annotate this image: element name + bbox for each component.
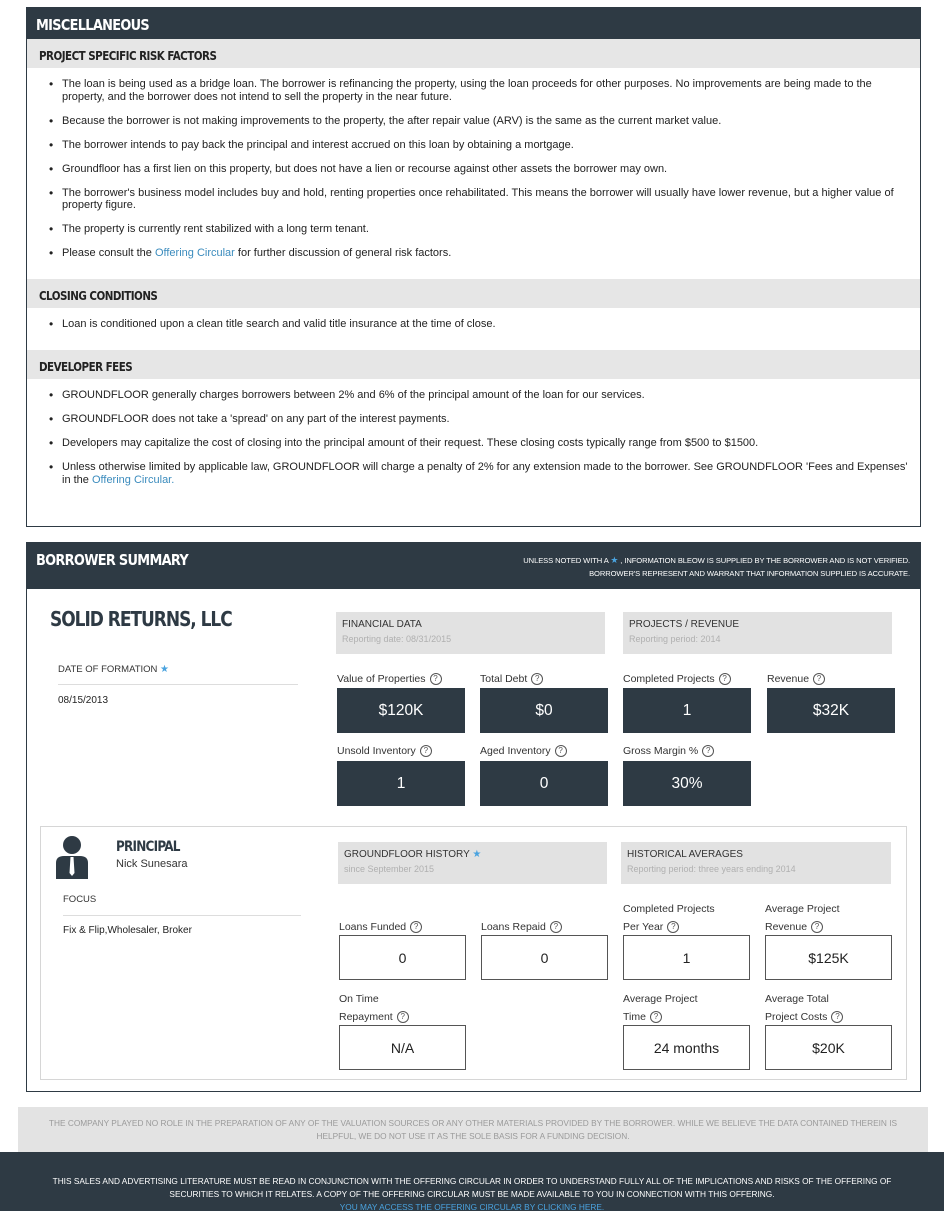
avg-time-value: 24 months [623,1025,750,1070]
value-properties-value: $120K [337,688,465,733]
help-circle-icon[interactable]: ? [550,921,562,933]
person-silhouette-icon [54,835,90,879]
label-text: On Time [339,993,379,1005]
risk-factors-header [27,39,920,68]
disclaimer-bar [18,1107,928,1152]
historical-averages-header [621,842,891,884]
label-text: Time [623,1011,646,1023]
help-circle-icon[interactable]: ? [410,921,422,933]
on-time-label [339,990,409,1026]
closing-conditions-title: CLOSING CONDITIONS [39,289,158,303]
unsold-inventory-value: 1 [337,761,465,806]
history-title [344,849,601,860]
principal-name: Nick Sunesara [116,858,188,870]
gross-margin-value: 30% [623,761,751,806]
help-circle-icon[interactable]: ? [719,673,731,685]
fees-text: Unless otherwise limited by applicable law, GROUNDFLOOR will charge a penalty of 2% for any extension made to the borrower. See GROUNDFLOOR 'Fees and Expenses' in the [62,461,908,486]
total-debt-value: $0 [480,688,608,733]
company-name: SOLID RETURNS, LLC [50,607,232,631]
help-circle-icon[interactable]: ? [555,745,567,757]
help-circle-icon[interactable]: ? [397,1011,409,1023]
history-title-text: GROUNDFLOOR HISTORY [344,849,470,860]
footer [0,1152,944,1211]
label-text: Value of Properties [337,673,426,685]
misc-title: MISCELLANEOUS [36,16,150,34]
value-properties-label [337,670,442,688]
label-text: Completed Projects [623,903,715,915]
label-text: Gross Margin % [623,745,699,757]
aged-inventory-value: 0 [480,761,608,806]
completed-projects-label [623,670,731,688]
principal-title: PRINCIPAL [116,839,180,855]
avg-costs-label [765,990,843,1026]
history-sub: since September 2015 [344,864,435,874]
unsold-inventory-label [337,742,432,760]
list-item: • Groundfloor has a first lien on this property, but does not have a lien or recourse against other assets the borrower may own. [49,163,912,176]
averages-sub: Reporting period: three years ending 2014 [627,864,796,874]
developer-fees-list [27,379,920,506]
help-circle-icon[interactable]: ? [811,921,823,933]
focus-label: FOCUS [63,894,97,905]
label-text: Per Year [623,921,664,933]
help-circle-icon[interactable]: ? [531,673,543,685]
completed-per-year-value: 1 [623,935,750,980]
star-icon: ★ [472,849,482,860]
focus-value: Fix & Flip,Wholesaler, Broker [63,925,192,936]
list-item: • Developers may capitalize the cost of closing into the principal amount of their request. These closing costs typically range from $500 to $1500. [49,437,912,450]
list-item [49,247,912,260]
gross-margin-label [623,742,714,760]
principal-card [40,826,907,1080]
misc-header [27,8,920,39]
loans-funded-value: 0 [339,935,466,980]
projects-header [623,612,892,654]
help-circle-icon[interactable]: ? [420,745,432,757]
aged-inventory-label [480,742,567,760]
label-text: Repayment [339,1011,393,1023]
loans-repaid-label [481,918,562,936]
label-text: Average Project [623,993,698,1005]
list-item [49,461,912,486]
help-circle-icon[interactable]: ? [702,745,714,757]
loans-funded-label [339,918,422,936]
avg-revenue-label [765,900,840,936]
label-text: Aged Inventory [480,745,551,757]
borrower-summary-panel [26,542,921,1092]
list-item: • The borrower's business model includes buy and hold, renting properties once rehabilitated. This means the borrower will usually have lower revenue, but a higher value of property figure. [49,187,912,212]
completed-per-year-label [623,900,715,936]
footer-text: THIS SALES AND ADVERTISING LITERATURE MUST BE READ IN CONJUNCTION WITH THE OFFERING CIRCULAR IN ORDER TO UNDERSTAND FULLY ALL OF THE IMPLICATIONS AND RISKS OF THE OFFERING OF SECURITIES TO WHICH IT RELATES. A COPY OF THE OFFERING CIRCULAR MUST BE MADE AVAILABLE TO YOU IN CONNECTION WITH THIS OFFERING. [52,1176,892,1199]
offering-circular-link[interactable]: Offering Circular [154,247,235,259]
verification-note [523,554,910,580]
help-circle-icon[interactable]: ? [430,673,442,685]
developer-fees-header [27,350,920,379]
label-text: Revenue [765,921,808,933]
closing-conditions-list [27,308,920,350]
help-circle-icon[interactable]: ? [831,1011,843,1023]
divider [58,684,298,685]
offering-circular-link[interactable]: Offering Circular. [91,473,175,486]
formation-label-text: DATE OF FORMATION [58,664,158,675]
help-circle-icon[interactable]: ? [813,673,825,685]
loans-repaid-value: 0 [481,935,608,980]
label-text: Loans Funded [339,921,407,933]
star-icon: ★ [610,555,619,565]
label-text: Loans Repaid [481,921,546,933]
list-item: • Because the borrower is not making improvements to the property, the after repair value (ARV) is the same as the current market value. [49,115,912,128]
borrower-title: BORROWER SUMMARY [36,551,189,569]
list-item: • The loan is being used as a bridge loan. The borrower is refinancing the property, using the loan proceeds for other purposes. No improvements are being made to the property, and the borrower does not intend to sell the property in the near future. [49,78,912,103]
label-text: Completed Projects [623,673,715,685]
projects-sub: Reporting period: 2014 [629,634,721,644]
list-item: • GROUNDFLOOR generally charges borrowers between 2% and 6% of the principal amount of the loan for our services. [49,389,912,402]
list-item: • GROUNDFLOOR does not take a 'spread' on any part of the interest payments. [49,413,912,426]
developer-fees-title: DEVELOPER FEES [39,360,133,374]
groundfloor-history-header [338,842,607,884]
offering-circular-footer-link[interactable]: YOU MAY ACCESS THE OFFERING CIRCULAR BY CLICKING HERE. [339,1202,605,1211]
label-text: Average Total [765,993,829,1005]
revenue-value: $32K [767,688,895,733]
formation-date: 08/15/2013 [58,695,109,706]
label-text: Average Project [765,903,840,915]
financial-title: FINANCIAL DATA [342,619,422,630]
label-text: Project Costs [765,1011,828,1023]
label-text: Unsold Inventory [337,745,416,757]
avg-time-label [623,990,698,1026]
closing-conditions-header [27,279,920,308]
label-text: Revenue [767,673,810,685]
star-icon: ★ [160,664,170,675]
risk-factors-title: PROJECT SPECIFIC RISK FACTORS [39,49,217,63]
consult-text-end: for further discussion of general risk factors. [234,247,452,259]
label-text: Total Debt [480,673,528,685]
note-text: , INFORMATION BLEOW IS SUPPLIED BY THE BORROWER AND IS NOT VERIFIED. [618,556,910,565]
formation-label [58,664,169,675]
disclaimer-text: THE COMPANY PLAYED NO ROLE IN THE PREPARATION OF ANY OF THE VALUATION SOURCES OR ANY OTHER MATERIALS PROVIDED BY THE BORROWER. WHILE WE BELIEVE THE DATA CONTAINED THEREIN IS HELPFUL, WE DO NOT USE IT AS THE SOLE BASIS FOR A FUNDING DECISION. [48,1118,898,1141]
averages-title: HISTORICAL AVERAGES [627,849,743,860]
note-text: BORROWER'S REPRESENT AND WARRANT THAT INFORMATION SUPPLIED IS ACCURATE. [589,569,910,578]
completed-projects-value: 1 [623,688,751,733]
projects-title: PROJECTS / REVENUE [629,619,740,630]
on-time-value: N/A [339,1025,466,1070]
help-circle-icon[interactable]: ? [667,921,679,933]
avg-costs-value: $20K [765,1025,892,1070]
financial-data-header [336,612,605,654]
revenue-label [767,670,825,688]
divider [63,915,301,916]
list-item: • The borrower intends to pay back the principal and interest accrued on this loan by obtaining a mortgage. [49,139,912,152]
total-debt-label [480,670,543,688]
list-item: • Loan is conditioned upon a clean title search and valid title insurance at the time of close. [49,318,912,331]
miscellaneous-panel [26,7,921,527]
avg-revenue-value: $125K [765,935,892,980]
help-circle-icon[interactable]: ? [650,1011,662,1023]
list-item: • The property is currently rent stabilized with a long term tenant. [49,223,912,236]
risk-factors-list [27,68,920,279]
financial-sub: Reporting date: 08/31/2015 [342,634,452,644]
note-text: UNLESS NOTED WITH A [523,556,611,565]
consult-text: Please consult the [62,247,155,259]
borrower-header [27,543,920,589]
